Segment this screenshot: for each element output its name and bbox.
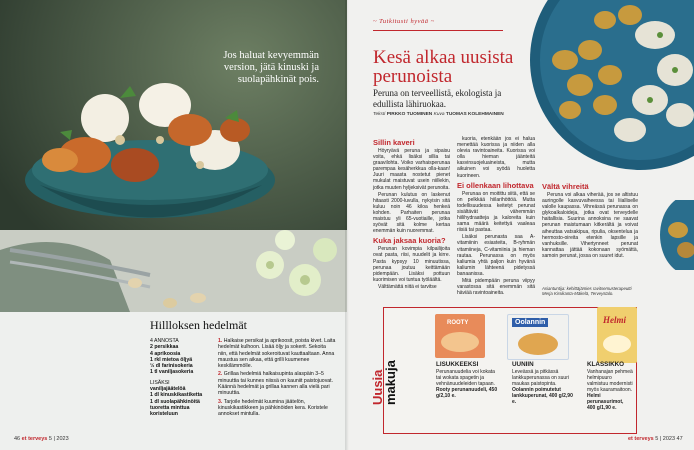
ingredient-line: vaniljajäätelöä bbox=[150, 386, 186, 393]
issue-number-right: 5 | 2023 bbox=[655, 436, 675, 442]
product-helmi-name: KLASSIKKO bbox=[587, 361, 625, 368]
potato-photo-illustration bbox=[510, 0, 694, 170]
expert-credit: Asiantuntija: kehittäjämies ravitsemusterapeutti Merja Kirsikanta-Mäkelä, Terveystalo. bbox=[542, 286, 632, 296]
step-number: 2. bbox=[218, 371, 224, 378]
ingredient-line: LISÄKSI bbox=[150, 379, 170, 386]
recipe-ingredients bbox=[150, 338, 212, 418]
potato-photo bbox=[510, 0, 694, 170]
left-page-footer bbox=[14, 436, 69, 442]
product-oolannin-desc: Leveässä ja pitkässä lankkuperunassa on suuri maukas paistopinta. bbox=[512, 369, 569, 387]
product-rooty-price: Rooty perunanuudeli, 450 g/2,10 e. bbox=[436, 387, 498, 399]
product-oolannin bbox=[512, 362, 576, 405]
photo-overlay-caption: Jos haluat kevyemmän version, jätä kinuski ja suolapähkinät pois. bbox=[223, 50, 319, 85]
issue-number: 5 | 2023 bbox=[48, 436, 69, 442]
article-paragraph: kuoria, etenkään jos ei halua menettää kuorissa ja niiden alla olevia ravintoaineita. Kuorissa voi olla hieman jäänteitä kasvinsuojeluaineista, mutta aikuinen voi syödä huoletta kuorineen. bbox=[457, 136, 535, 179]
step-number: 3. bbox=[218, 398, 224, 405]
ingredient-line: tuoretta minttua bbox=[150, 404, 190, 411]
product-helmi-desc: Vanhanajan pehmeä helmipuuro valmistuu modernisti myös kauramaitoon. bbox=[587, 369, 633, 393]
page-number: 46 bbox=[14, 436, 21, 442]
article-paragraph: Lisäksi perunasta saa A-vitamiinin esiasteita, B-ryhmän vitamiineja, C-vitamiinia ja hieman rautaa. Perunassa on myös kaliumia yhtä paljon kuin hyvänä kaliumin lähteenä pidetyssä banaanissa. bbox=[457, 234, 535, 277]
porridge-graphic bbox=[603, 335, 631, 353]
step-text: Tarjoile hedelmät kuumina jäätelön, kinuskikastikkeen ja pähkinöiden kera. Koristele annokset mintulla. bbox=[218, 398, 328, 418]
right-page-footer bbox=[628, 436, 683, 442]
recipe-step bbox=[218, 338, 336, 369]
helmi-package-brand: Helmi bbox=[603, 315, 626, 325]
potato-wedges-graphic bbox=[518, 333, 558, 355]
byline-photo-label: Kuva bbox=[433, 112, 445, 117]
magazine-name-right: et terveys bbox=[628, 436, 654, 442]
product-rooty-desc: Perunanuudelia voi kokata tai wokata spagetin ja vehnänuudeleiden tapaan. bbox=[436, 369, 495, 387]
product-helmi bbox=[587, 362, 633, 411]
article-column-3 bbox=[542, 180, 638, 260]
dessert-photo bbox=[0, 0, 347, 312]
byline-photographer: TUOMAS KOLEHMAINEN bbox=[445, 112, 504, 117]
step-text: Grillaa hedelmiä halkaisupinta alaspäin 3–5 minuuttia tai kunnes niissä on kauniit paistojuovat. Käännä hedelmät ja grillaa kannen alla vielä pari minuuttia. bbox=[218, 371, 334, 397]
article-subheading: Vältä vihreitä bbox=[542, 182, 589, 191]
potato-edge-illustration bbox=[650, 200, 694, 270]
ingredient-line: 4 ANNOSTA bbox=[150, 338, 179, 344]
article-subheading: Ei ollenkaan lihottava bbox=[457, 180, 534, 190]
ingredient-line: 1 dl kinuskikastiketta bbox=[150, 392, 203, 399]
kicker-rule bbox=[373, 30, 503, 31]
ingredient-line: 1 rkl mietoa öljyä bbox=[150, 356, 193, 363]
step-text: Halkaise persikat ja aprikoosit, poista kivet. Laita hedelmät kulhoon. Lisää öljy ja sokerit. Sekoita niin, että hedelmät sokeroituvat kauttaaltaan. Anna maustua sen aikaa, että grilli kuumenee keskilämmölle. bbox=[218, 338, 336, 370]
ingredient-line: ½ dl farinisokeria bbox=[150, 363, 193, 370]
article-headline: Kesä alkaa uusista perunoista bbox=[373, 47, 514, 87]
recipe-title: Hillloksen hedelmät bbox=[150, 318, 247, 332]
article-column-1 bbox=[373, 136, 450, 291]
product-rooty bbox=[436, 362, 500, 399]
dessert-photo-illustration bbox=[0, 0, 347, 312]
article-paragraph: Mitä pidempään peruna viipyy varastossa sitä enemmän sitä häviää ravintoaineita. bbox=[457, 277, 535, 297]
article-paragraph: Välttämättä niitä ei tarvitse bbox=[378, 283, 437, 290]
article-subheadline: Peruna on terveellistä, ekologista ja edullista lähiruokaa. bbox=[373, 88, 502, 109]
recipe-steps bbox=[218, 338, 336, 420]
step-number: 1. bbox=[218, 338, 224, 344]
new-flavors-title-a: Uusia bbox=[370, 369, 385, 405]
product-oolannin-price: Oolannin poimutetut lankkuperunat, 400 g/2,90 e. bbox=[512, 387, 573, 405]
ingredient-line: 4 aprikoosia bbox=[150, 350, 181, 357]
byline-author: PIRKKO TUOMINEN bbox=[386, 112, 433, 117]
article-paragraph: Perunaa on moitittu siitä, että se on pelkkää hiilarihöttöä. Mutta todellisuudessa keitetyt perunat sisältävät vähemmän hiilihydraatteja ja kaloreita kuin sama määrä keitettyä vaaleaa riisiä tai pastaa. bbox=[457, 190, 535, 234]
page-number-right: 47 bbox=[676, 436, 683, 442]
ingredient-line: koristeluun bbox=[150, 411, 178, 418]
byline-label: Teksti bbox=[373, 112, 386, 117]
ingredient-line: 2 persikkaa bbox=[150, 344, 179, 351]
section-kicker: ~ Tutkitusti hyvää ~ bbox=[373, 18, 435, 25]
magazine-name: et terveys bbox=[21, 436, 48, 442]
article-paragraph: Perunan kulutus on laskenut hitaasti 2000-luvulla, nykyisin sitä kuluu noin 46 kiloa henkeä kohden. Parhaiten perunaa maistuu yli 65-vuotiaille, jotka syövät sitä kolme kertaa enemmän kuin nuoremmat. bbox=[373, 191, 450, 235]
helmi-package-image bbox=[597, 307, 637, 363]
product-rooty-name: LISUKKEEKSI bbox=[436, 361, 479, 368]
ingredient-line: 1 tl vaniljasokeria bbox=[150, 369, 194, 376]
article-byline bbox=[373, 112, 504, 117]
rooty-package-brand: ROOTY bbox=[447, 320, 469, 326]
new-flavors-title-b: makuja bbox=[383, 360, 398, 405]
article-subheading: Kuka jaksaa kuoria? bbox=[373, 236, 446, 246]
article-subheading: Sillin kaveri bbox=[373, 138, 415, 147]
recipe-step bbox=[218, 371, 336, 396]
potato-photo-edge bbox=[650, 200, 694, 270]
oolannin-package-image bbox=[507, 314, 569, 360]
product-oolannin-name: UUNIIN bbox=[512, 361, 534, 368]
ingredient-line: 1 dl suolapähkinöitä bbox=[150, 398, 200, 405]
rooty-package-image bbox=[435, 314, 485, 358]
article-column-2 bbox=[457, 136, 535, 297]
noodle-graphic bbox=[441, 332, 479, 352]
page-gutter bbox=[345, 0, 349, 450]
article-paragraph: Höyryävä peruna ja sipaisu voita, ehkä lisäksi sillia tai graavilohta. Voiko varhaisperunaa parempaa kesäherkkua olla-kaan! Juuri maasta nostetut pienet mukulat maistuvat usein niillekin, jotka muuten hyljeksivät perunoita. bbox=[373, 148, 450, 191]
product-helmi-price: Helmi perunasurimot, 400 g/1,90 e. bbox=[587, 393, 624, 411]
article-paragraph: Peruna voi alkaa viherää, jos se altistuu auringolle kasvuvaiheessa tai liialliselle valolle kaupassa. Vihreässä perunassa on glykoalkaloideja, jotka ovat terveydelle haitallisia. Suurina annoksina ne saavat perunan maistumaan kitkerältä ja voivat aiheuttaa vatsakipua, ripulia, oksentelua ja hermosto-oireita etenkin lapsille ja vanhuksille. Vihertynneet perunat kannattaa jättää kokonaan syömättä, samoin perunat, jossa on suuret idut. bbox=[542, 192, 638, 259]
new-flavors-title bbox=[371, 325, 397, 405]
oolannin-package-brand: Oolannin bbox=[512, 318, 548, 327]
recipe-step bbox=[218, 399, 336, 418]
article-paragraph: Perunan kovimpia kilpailijoita ovat pasta, riisi, nuudelit ja kirre. Pasta kypsyy 10 minuutissa, perunaa joutuu keittämään pidempään. Lisäksi pottuun kuorimisen voi tuntua työläältä. bbox=[373, 246, 450, 283]
